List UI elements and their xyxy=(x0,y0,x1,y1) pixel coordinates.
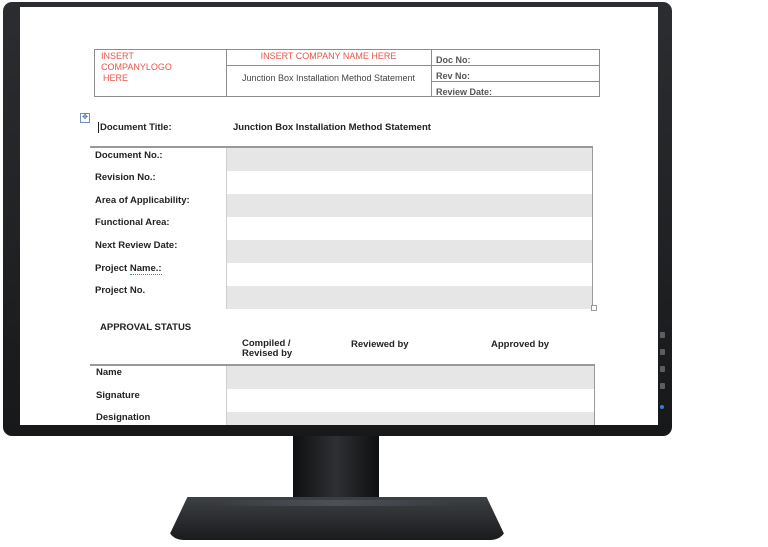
details-row-label: Project Name.: xyxy=(95,263,162,274)
document-details-table xyxy=(90,146,593,309)
revised-header-line: Revised by xyxy=(242,348,293,359)
company-name-cell[interactable] xyxy=(226,50,431,66)
details-row-label: Project No. xyxy=(95,285,146,296)
document-title-value[interactable]: Junction Box Installation Method Statement xyxy=(233,122,431,133)
column-divider xyxy=(226,148,227,309)
company-name: INSERT COMPANY NAME HERE xyxy=(260,51,397,61)
document-header-table xyxy=(94,49,600,97)
logo-text-line: INSERT xyxy=(101,51,134,61)
header-doc-title: Junction Box Installation Method Statement xyxy=(241,73,416,83)
review-date-cell[interactable] xyxy=(432,82,599,97)
approval-status-heading: APPROVAL STATUS xyxy=(100,322,192,333)
rev-no-cell[interactable] xyxy=(432,66,599,82)
doc-no-cell[interactable] xyxy=(432,50,599,66)
details-row-label: Revision No.: xyxy=(95,172,156,183)
details-row-label: Functional Area: xyxy=(95,217,170,228)
details-field[interactable] xyxy=(226,240,592,263)
table-resize-handle-icon[interactable] xyxy=(591,305,597,311)
details-row-label: Area of Applicability: xyxy=(95,195,190,206)
logo-text-line: HERE xyxy=(103,73,129,83)
details-field[interactable] xyxy=(226,194,592,217)
company-title-cell xyxy=(226,50,432,96)
monitor-button xyxy=(660,332,665,338)
document-title-label: Document Title: xyxy=(100,122,172,133)
table-move-handle-icon[interactable]: ✥ xyxy=(80,113,90,123)
approval-table xyxy=(90,364,595,425)
approval-row-label: Signature xyxy=(96,390,140,401)
approval-row-label: Designation xyxy=(96,412,151,423)
power-led-icon xyxy=(660,405,664,409)
monitor-button xyxy=(660,366,665,372)
approval-field[interactable] xyxy=(226,366,594,389)
doc-no-label: Doc No: xyxy=(436,55,471,65)
details-row-label: Document No.: xyxy=(95,150,163,161)
stand-highlight xyxy=(215,500,455,506)
monitor-button xyxy=(660,383,665,389)
doc-meta-cells xyxy=(432,50,599,97)
rev-no-label: Rev No: xyxy=(436,71,471,81)
approved-by-header: Approved by xyxy=(491,339,550,350)
compiled-revised-header xyxy=(242,339,292,359)
monitor-bezel xyxy=(3,2,672,436)
approval-field[interactable] xyxy=(226,412,594,425)
details-row-label: Next Review Date: xyxy=(95,240,178,251)
compiled-header-line: Compiled / xyxy=(242,338,291,349)
logo-text-line: COMPANYLOGO xyxy=(101,62,172,72)
approval-row-label: Name xyxy=(96,367,122,378)
review-date-label: Review Date: xyxy=(436,87,493,97)
details-field[interactable] xyxy=(226,286,592,309)
logo-cell[interactable] xyxy=(95,50,227,96)
project-name-word: Name.: xyxy=(129,263,162,274)
reviewed-by-header: Reviewed by xyxy=(351,339,409,350)
document-screen xyxy=(20,7,658,425)
monitor-button xyxy=(660,349,665,355)
details-field[interactable] xyxy=(226,148,592,171)
column-divider xyxy=(226,366,227,425)
